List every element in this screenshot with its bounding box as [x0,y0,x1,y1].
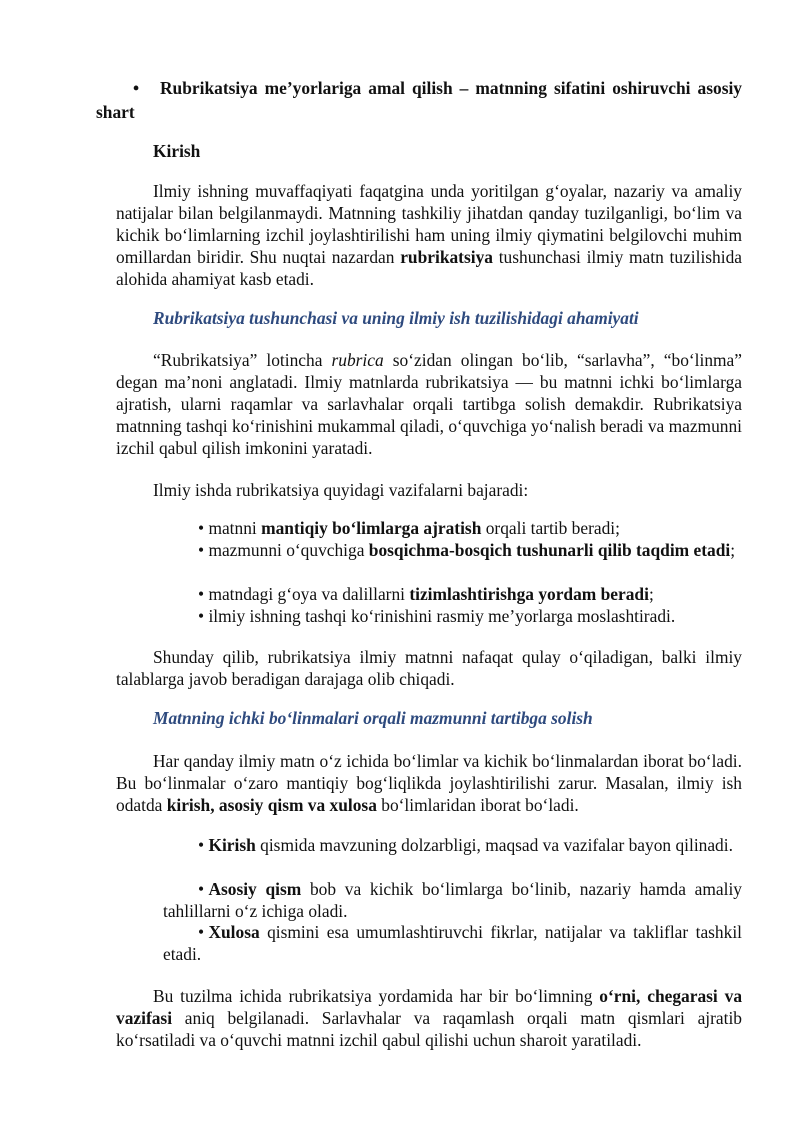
intro-text: Ilmiy ishning muvaffaqiyati faqatgina unda yoritilgan g‘oyalar, nazariy va amaliy natijalar bilan belgilanmaydi. Matnning tashkiliy jihatdan qanday tuzilganligi, bo‘lim va kichik bo‘limlarning izchil joylashtirilishi ham uning ilmiy qiymatini belgilovchi muhim omillardan biridir. Shu nuqtai nazardan [116,181,742,267]
item-text: matnni [208,518,262,538]
bullet-icon: • [198,879,209,899]
bullet-icon: • [198,584,209,604]
section1-part2: so‘zidan olingan bo‘lib, “sarlavha”, “bo‘linma” degan ma’noni anglatadi. Ilmiy matnlarda rubrikatsiya — bu matnni ichki bo‘limlarga ajratish, ularni raqamlar va sarlavhalar orqali tartibga solish demakdir. Rubrikatsiya matnning tashqi ko‘rinishini mukammal qiladi, o‘quvchiga yo‘nalish beradi va mazmunni izchil qabul qilish imkonini yaratadi. [116,350,742,458]
section1-heading: Rubrikatsiya tushunchasi va uning ilmiy ish tuzilishidagi ahamiyati [153,308,639,328]
section1-paragraph [116,349,742,459]
title-bullet: • [133,78,140,98]
final-bold: o‘rni, chegarasi va vazifasi [116,986,743,1028]
intro-paragraph [116,180,742,290]
kirish-heading: Kirish [153,141,201,161]
section2-bold: kirish, asosiy qism va xulosa [166,795,377,815]
bullet-icon: • [198,540,209,560]
list-item [163,834,742,856]
item-bold: tizimlashtirishga yordam beradi [409,584,649,604]
item-bold: Kirish [208,835,256,855]
list-item [163,517,742,539]
item-bold: Xulosa [208,922,260,942]
item-tail: ; [648,584,654,604]
item-tail: ; [730,540,736,560]
list-item [163,583,742,605]
section2-text: Har qanday ilmiy matn o‘z ichida bo‘limlar va kichik bo‘linmalardan iborat bo‘ladi. Bu bo‘linmalar o‘zaro mantiqiy bog‘liqlikda joylashtirilishi zarur. Masalan, ilmiy ish odatda [116,751,742,815]
item-tail: orqali tartib beradi; [481,518,620,538]
list-item [163,921,742,965]
final-tail: aniq belgilanadi. Sarlavhalar va raqamlash orqali matn qismlari ajratib ko‘rsatiladi va o‘quvchi matnni izchil qabul qilishi uchun sharoit yaratiladi. [116,1008,742,1050]
item-tail: qismida mavzuning dolzarbligi, maqsad va vazifalar bayon qilinadi. [255,835,733,855]
item-bold: mantiqiy bo‘limlarga ajratish [261,518,482,538]
item-bold: bosqichma-bosqich tushunarli qilib taqdim etadi [368,540,731,560]
bullet-icon: • [198,835,209,855]
item-tail: qismini esa umumlashtiruvchi fikrlar, natijalar va takliflar tashkil etadi. [163,922,742,964]
functions-intro: Ilmiy ishda rubrikatsiya quyidagi vazifalarni bajaradi: [153,480,529,500]
list-item [163,539,742,561]
list-item [163,605,742,627]
section1-italic: rubrica [331,350,384,370]
conclusion-paragraph: Shunday qilib, rubrikatsiya ilmiy matnni nafaqat qulay o‘qiladigan, balki ilmiy talablarga javob beradigan darajaga olib chiqadi. [116,647,742,689]
bullet-icon: • [198,922,209,942]
bullet-icon: • [198,606,209,626]
item-text: matndagi g‘oya va dalillarni [208,584,410,604]
bullet-icon: • [198,518,209,538]
section2-tail: bo‘limlaridan iborat bo‘ladi. [376,795,579,815]
final-text: Bu tuzilma ichida rubrikatsiya yordamida har bir bo‘limning [153,986,600,1006]
document-title [96,76,742,124]
title-text: Rubrikatsiya me’yorlariga amal qilish – matnning sifatini oshiruvchi asosiy shart [96,78,742,122]
intro-tail: tushunchasi ilmiy matn tuzilishida alohida ahamiyat kasb etadi. [116,247,742,289]
section1-part1: “Rubrikatsiya” lotincha [153,350,332,370]
item-tail: bob va kichik bo‘limlarga bo‘linib, nazariy hamda amaliy tahlillarni o‘z ichiga oladi. [163,879,742,921]
section2-paragraph [116,750,742,816]
section2-heading: Matnning ichki bo‘linmalari orqali mazmunni tartibga solish [153,708,593,728]
final-paragraph [116,985,742,1051]
item-text: ilmiy ishning tashqi ko‘rinishini rasmiy me’yorlarga moslashtiradi. [208,606,676,626]
item-text: mazmunni o‘quvchiga [208,540,369,560]
intro-bold-term: rubrikatsiya [400,247,493,267]
list-item [163,878,742,922]
item-bold: Asosiy qism [208,879,302,899]
